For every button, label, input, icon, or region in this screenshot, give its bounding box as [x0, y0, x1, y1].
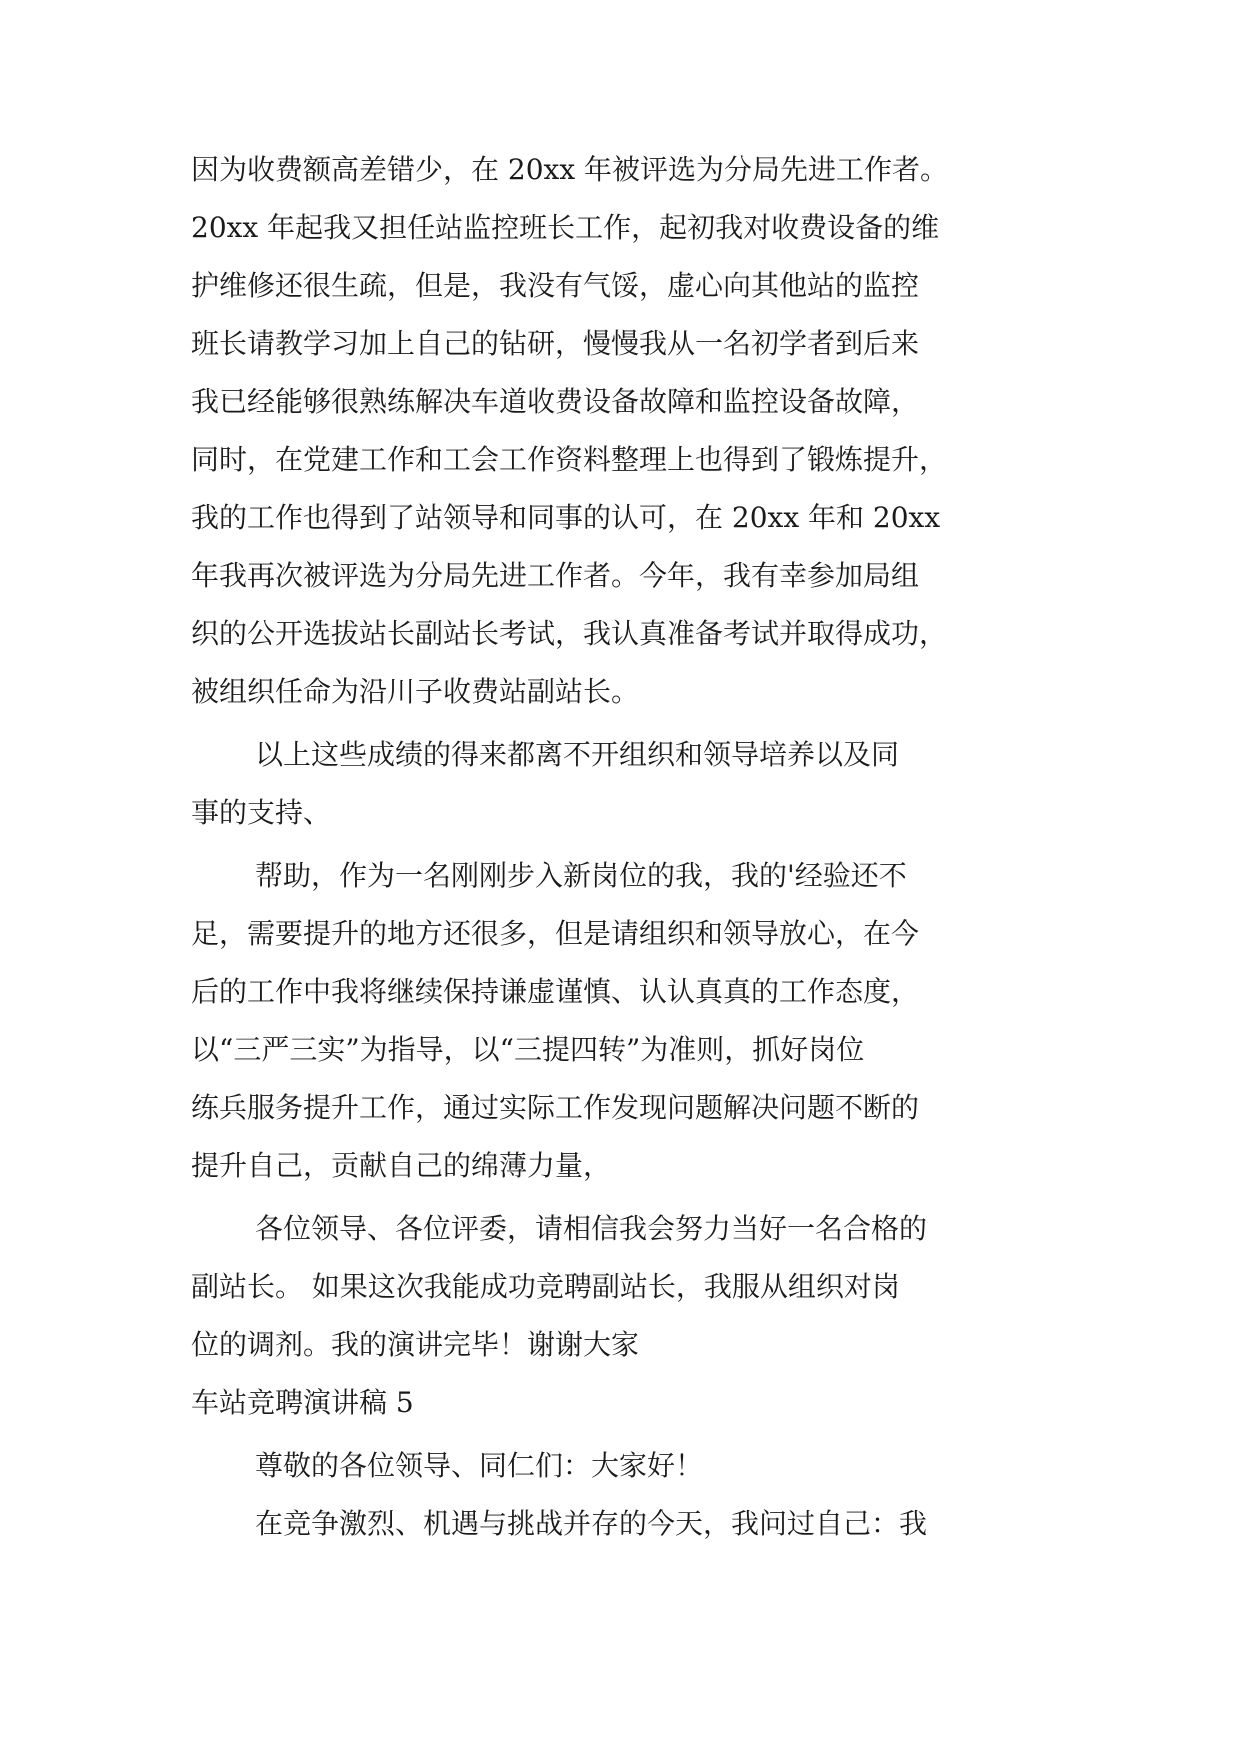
- text-line: 事的支持、: [191, 796, 332, 829]
- text-line: 位的调剂。我的演讲完毕！谢谢大家: [191, 1328, 640, 1361]
- text-line: 提升自己，贡献自己的绵薄力量，: [191, 1149, 612, 1182]
- text-line: 20xx 年起我又担任站监控班长工作，起初我对收费设备的维: [191, 211, 940, 244]
- text-line: 同时，在党建工作和工会工作资料整理上也得到了锻炼提升，: [191, 443, 948, 476]
- paragraph-first-line: 各位领导、各位评委，请相信我会努力当好一名合格的: [255, 1212, 928, 1245]
- text-line: 护维修还很生疏，但是，我没有气馁，虚心向其他站的监控: [191, 269, 920, 302]
- text-line: 被组织任命为沿川子收费站副站长。: [191, 675, 640, 708]
- text-line: 副站长。 如果这次我能成功竞聘副站长，我服从组织对岗: [191, 1270, 900, 1303]
- text-line: 足，需要提升的地方还很多，但是请组织和领导放心，在今: [191, 917, 920, 950]
- section-heading: 车站竞聘演讲稿 5: [191, 1386, 414, 1419]
- text-line: 我的工作也得到了站领导和同事的认可，在 20xx 年和 20xx: [191, 501, 941, 534]
- paragraph-first-line: 以上这些成绩的得来都离不开组织和领导培养以及同: [255, 738, 900, 771]
- paragraph-first-line: 在竞争激烈、机遇与挑战并存的今天，我问过自己：我: [255, 1507, 928, 1540]
- text-line: 因为收费额高差错少，在 20xx 年被评选为分局先进工作者。: [191, 153, 949, 186]
- text-line: 织的公开选拔站长副站长考试，我认真准备考试并取得成功，: [191, 617, 948, 650]
- text-line: 练兵服务提升工作，通过实际工作发现问题解决问题不断的: [191, 1091, 920, 1124]
- text-line: 年我再次被评选为分局先进工作者。今年，我有幸参加局组: [191, 559, 920, 592]
- text-line: 我已经能够很熟练解决车道收费设备故障和监控设备故障，: [191, 385, 920, 418]
- text-line: 班长请教学习加上自己的钻研，慢慢我从一名初学者到后来: [191, 327, 920, 360]
- paragraph-first-line: 帮助，作为一名刚刚步入新岗位的我，我的'经验还不: [255, 859, 907, 892]
- greeting-line: 尊敬的各位领导、同仁们：大家好！: [255, 1449, 704, 1482]
- text-line: 后的工作中我将继续保持谦虚谨慎、认认真真的工作态度，: [191, 975, 920, 1008]
- text-line: 以“三严三实”为指导，以“三提四转”为准则，抓好岗位: [191, 1033, 865, 1066]
